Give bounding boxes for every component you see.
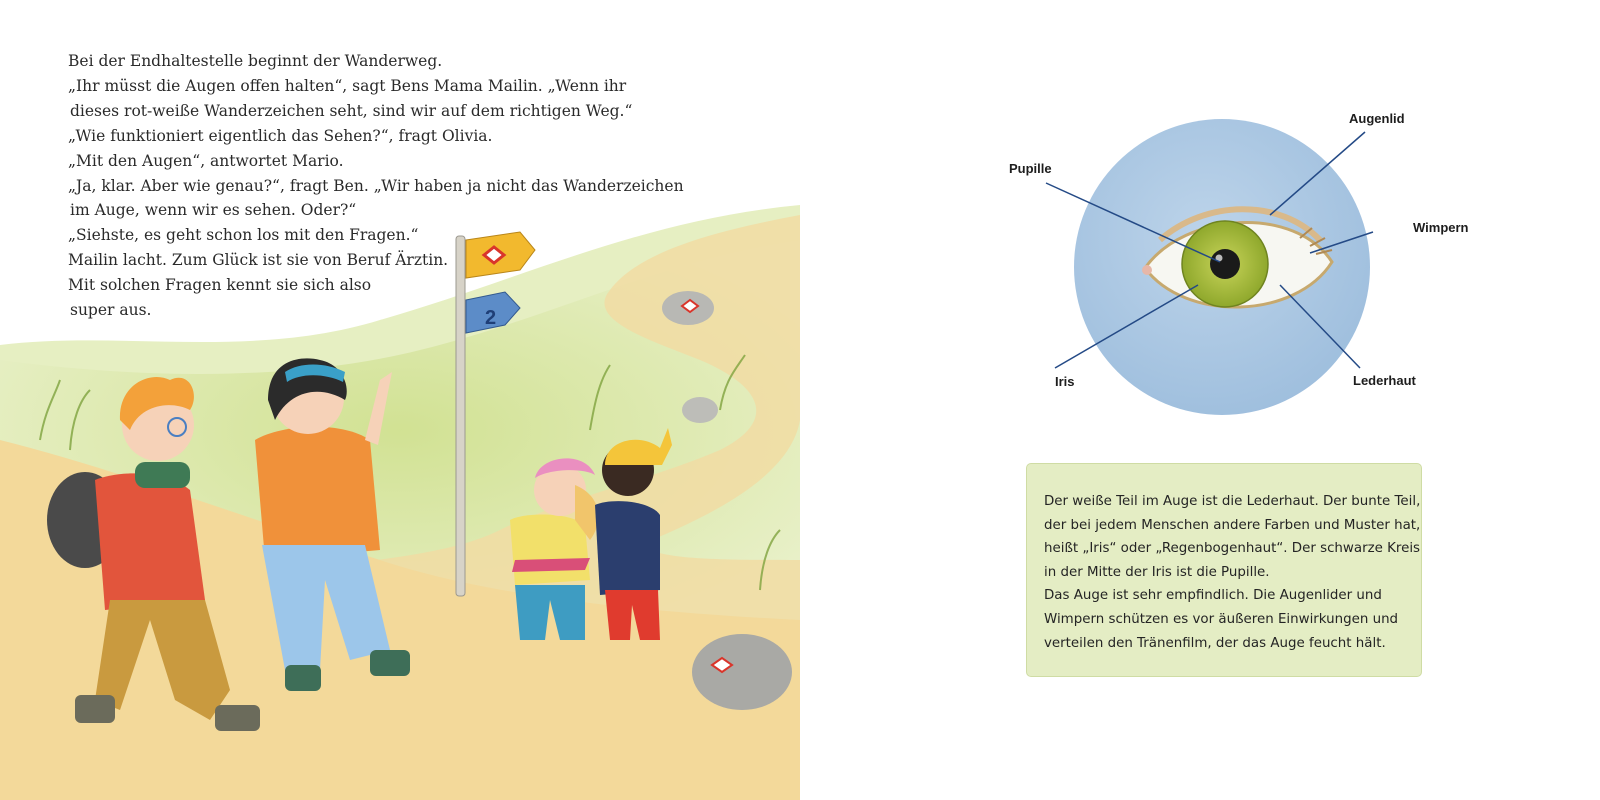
info-line: Wimpern schützen es vor äußeren Einwirkungen und <box>1044 611 1399 627</box>
story-line: super aus. <box>70 301 152 320</box>
tear-duct <box>1142 265 1152 275</box>
pupil <box>1210 249 1240 279</box>
rock <box>682 397 718 423</box>
info-line: in der Mitte der Iris ist die Pupille. <box>1044 564 1270 580</box>
story-line: Mit solchen Fragen kennt sie sich also <box>68 276 372 295</box>
right-page <box>800 0 1600 800</box>
story-line: Mailin lacht. Zum Glück ist sie von Beruf Ärztin. <box>68 251 449 270</box>
info-line: Das Auge ist sehr empfindlich. Die Augenlider und <box>1044 588 1382 604</box>
info-line: heißt „Iris“ oder „Regenbogenhaut“. Der schwarze Kreis <box>1044 541 1421 557</box>
label-lederhaut: Lederhaut <box>1353 373 1416 388</box>
story-line: dieses rot-weiße Wanderzeichen seht, sind wir auf dem richtigen Weg.“ <box>70 101 633 120</box>
signpost-number: 2 <box>485 307 497 329</box>
info-box <box>1026 463 1422 677</box>
rock <box>692 634 792 710</box>
story-line: „Wie funktioniert eigentlich das Sehen?“, fragt Olivia. <box>68 126 493 145</box>
story-line: „Siehste, es geht schon los mit den Fragen.“ <box>68 226 419 245</box>
story-line: Bei der Endhaltestelle beginnt der Wanderweg. <box>68 52 443 70</box>
label-augenlid: Augenlid <box>1349 111 1405 126</box>
story-line: im Auge, wenn wir es sehen. Oder?“ <box>70 201 357 220</box>
info-line: verteilen den Tränenfilm, der das Auge feucht hält. <box>1044 635 1386 651</box>
story-line: „Ja, klar. Aber wie genau?“, fragt Ben. „Wir haben ja nicht das Wanderzeichen <box>68 176 684 195</box>
story-text <box>68 49 684 323</box>
eye-diagram <box>800 0 1600 440</box>
info-line: Der weiße Teil im Auge ist die Lederhaut. Der bunte Teil, <box>1044 494 1421 509</box>
story-line: „Ihr müsst die Augen offen halten“, sagt Bens Mama Mailin. „Wenn ihr <box>68 76 627 95</box>
label-pupille: Pupille <box>1009 161 1052 176</box>
label-wimpern: Wimpern <box>1413 220 1469 235</box>
story-line: „Mit den Augen“, antwortet Mario. <box>68 151 344 170</box>
info-line: der bei jedem Menschen andere Farben und Muster hat, <box>1044 517 1421 533</box>
label-iris: Iris <box>1055 374 1075 389</box>
